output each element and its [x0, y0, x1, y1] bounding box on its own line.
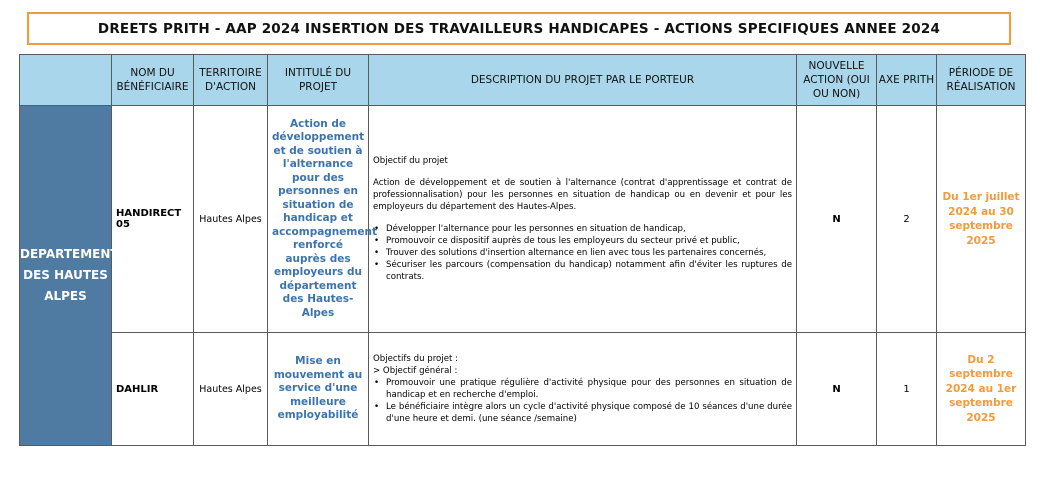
description-heading: Objectifs du projet : — [373, 354, 458, 364]
header-empty-cell — [20, 55, 112, 106]
axe-prith-cell: 1 — [877, 333, 937, 446]
description-bullet: • Trouver des solutions d'insertion alternance en lien avec tous les partenaires concernés, — [373, 247, 792, 259]
description-bullet: • Promouvoir une pratique régulière d'activité physique pour des personnes en situation de handicap et en recherche d'emploi. — [373, 377, 792, 401]
periode-cell: Du 2 septembre 2024 au 1er septembre 2025 — [937, 333, 1026, 446]
description-paragraph: Action de développement et de soutien à l'alternance (contrat d'apprentissage et contrat de professionnalisation) pour les personnes en situation de handicap ou en devenir et pour les employeurs du département des Hautes-Alpes. — [373, 178, 792, 212]
header-nom-beneficiaire: NOM DU BÉNÉFICIAIRE — [112, 55, 194, 106]
nouvelle-action-cell: N — [797, 106, 877, 333]
actions-table — [19, 54, 1026, 446]
document-title — [27, 12, 1011, 45]
territoire-cell: Hautes Alpes — [194, 333, 268, 446]
header-intitule: INTITULÉ DU PROJET — [268, 55, 369, 106]
header-periode: PÉRIODE DE RÉALISATION — [937, 55, 1026, 106]
departement-cell: DEPARTEMENT DES HAUTES ALPES — [20, 106, 112, 446]
description-bullet-list — [373, 377, 792, 425]
territoire-cell: Hautes Alpes — [194, 106, 268, 333]
description-bullet: • Sécuriser les parcours (compensation du handicap) notamment afin d'éviter les ruptures de contrats. — [373, 259, 792, 283]
document-title-text: DREETS PRITH - AAP 2024 INSERTION DES TRAVAILLEURS HANDICAPES - ACTIONS SPECIFIQUES ANNEE 2024 — [97, 20, 941, 37]
table-row — [20, 106, 1026, 333]
axe-prith-cell: 2 — [877, 106, 937, 333]
intitule-cell: Action de développement et de soutien à l'alternance pour des personnes en situation de handicap et accompagnement renforcé auprès des employeurs du département des Hautes-Alpes — [268, 106, 369, 333]
description-bullet: • Le bénéficiaire intègre alors un cycle d'activité physique composé de 10 séances d'une durée d'une heure et demi. (une séance /semaine) — [373, 401, 792, 425]
description-heading: Objectif du projet — [373, 156, 448, 166]
description-bullet: • Promouvoir ce dispositif auprès de tous les employeurs du secteur privé et public, — [373, 235, 792, 247]
table-header-row — [20, 55, 1026, 106]
header-description: DESCRIPTION DU PROJET PAR LE PORTEUR — [369, 55, 797, 106]
nouvelle-action-cell: N — [797, 333, 877, 446]
description-bullet-list — [373, 223, 792, 283]
beneficiaire-cell: HANDIRECT 05 — [112, 106, 194, 333]
intitule-cell: Mise en mouvement au service d'une meilleure employabilité — [268, 333, 369, 446]
header-axe-prith: AXE PRITH — [877, 55, 937, 106]
header-territoire: TERRITOIRE D'ACTION — [194, 55, 268, 106]
header-nouvelle-action: NOUVELLE ACTION (OUI OU NON) — [797, 55, 877, 106]
table-row — [20, 333, 1026, 446]
periode-cell: Du 1er juillet 2024 au 30 septembre 2025 — [937, 106, 1026, 333]
description-cell — [369, 333, 797, 446]
description-cell — [369, 106, 797, 333]
description-paragraph: > Objectif général : — [373, 366, 458, 376]
beneficiaire-cell: DAHLIR — [112, 333, 194, 446]
description-bullet: • Développer l'alternance pour les personnes en situation de handicap, — [373, 223, 792, 235]
